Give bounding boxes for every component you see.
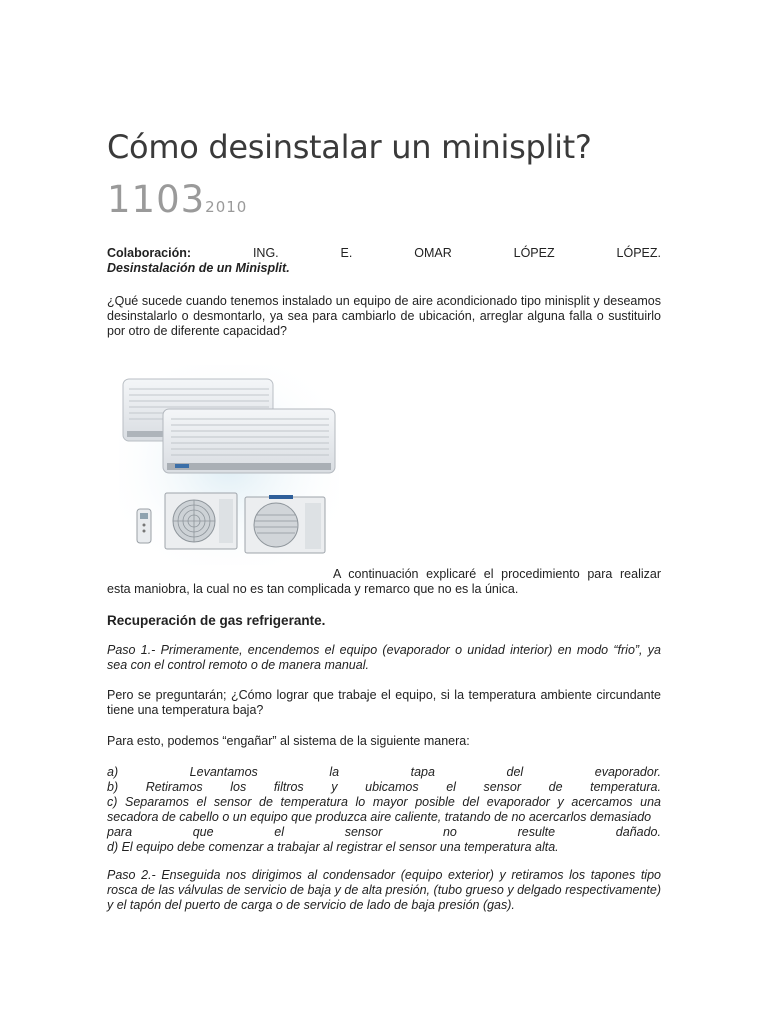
after-image-line-1: A continuación explicaré el procedimiento para realizar — [333, 567, 661, 581]
step-c-continued: para que el sensor no resulte dañado. — [107, 825, 661, 839]
step-b: b) Retiramos los filtros y ubicamos el sensor de temperatura. — [107, 780, 661, 794]
collaboration-name-1: ING. — [252, 246, 279, 260]
intro-paragraph: ¿Qué sucede cuando tenemos instalado un equipo de aire acondicionado tipo minisplit y deseamos desinstalarlo o desmontarlo, ya sea para cambiarlo de ubicación, arreglar alguna falla o sustituirlo por otro de diferente capacidad? — [107, 294, 661, 338]
step-a: a) Levantamos la tapa del evaporador. — [107, 765, 661, 779]
collaboration-name-4: LÓPEZ — [513, 246, 555, 260]
post-date — [107, 178, 247, 221]
collaboration-name-2: E. — [340, 246, 353, 260]
steps-list — [107, 765, 661, 855]
question-paragraph: Pero se preguntarán; ¿Cómo lograr que trabaje el equipo, si la temperatura ambiente circundante tiene una temperatura baja? — [107, 688, 661, 717]
page-title: Cómo desinstalar un minisplit? — [107, 128, 592, 166]
collaboration-block — [107, 246, 661, 276]
paso-2-paragraph: Paso 2.- Enseguida nos dirigimos al condensador (equipo exterior) y retiramos los tapones tipo rosca de las válvulas de servicio de baja y de alta presión, (tubo grueso y delgado respectivamente) y el tapón del puerto de carga o de servicio de lado de baja presión (gas). — [107, 868, 661, 912]
post-date-year: 2010 — [205, 198, 248, 216]
collaboration-name-5: LÓPEZ. — [616, 246, 661, 260]
indoor-unit-front — [163, 409, 335, 473]
outdoor-unit-right — [245, 495, 325, 553]
outdoor-unit-left — [165, 493, 237, 549]
after-image-line-2: esta maniobra, la cual no es tan complicada y remarco que no es la única. — [107, 582, 519, 596]
collaboration-label: Colaboración: — [107, 246, 192, 260]
article-subtitle: Desinstalación de un Minisplit. — [107, 261, 290, 275]
minisplit-photo — [119, 365, 339, 565]
step-d: d) El equipo debe comenzar a trabajar al registrar el sensor una temperatura alta. — [107, 840, 559, 854]
post-date-daymonth: 1103 — [107, 178, 206, 221]
after-image-paragraph — [107, 567, 661, 597]
para-esto-paragraph: Para esto, podemos “engañar” al sistema de la siguiente manera: — [107, 734, 470, 748]
collaboration-name-3: OMAR — [414, 246, 452, 260]
step-c: c) Separamos el sensor de temperatura lo mayor posible del evaporador y acercamos una secadora de cabello o un equipo que produzca aire caliente, tratando de no acercarlos demasiado — [107, 795, 661, 824]
section-heading-gas: Recuperación de gas refrigerante. — [107, 613, 326, 628]
collaboration-line — [107, 246, 661, 261]
remote-control — [137, 509, 151, 543]
paso-1-paragraph: Paso 1.- Primeramente, encendemos el equipo (evaporador o unidad interior) en modo “frio”, ya sea con el control remoto o de manera manual. — [107, 643, 661, 672]
